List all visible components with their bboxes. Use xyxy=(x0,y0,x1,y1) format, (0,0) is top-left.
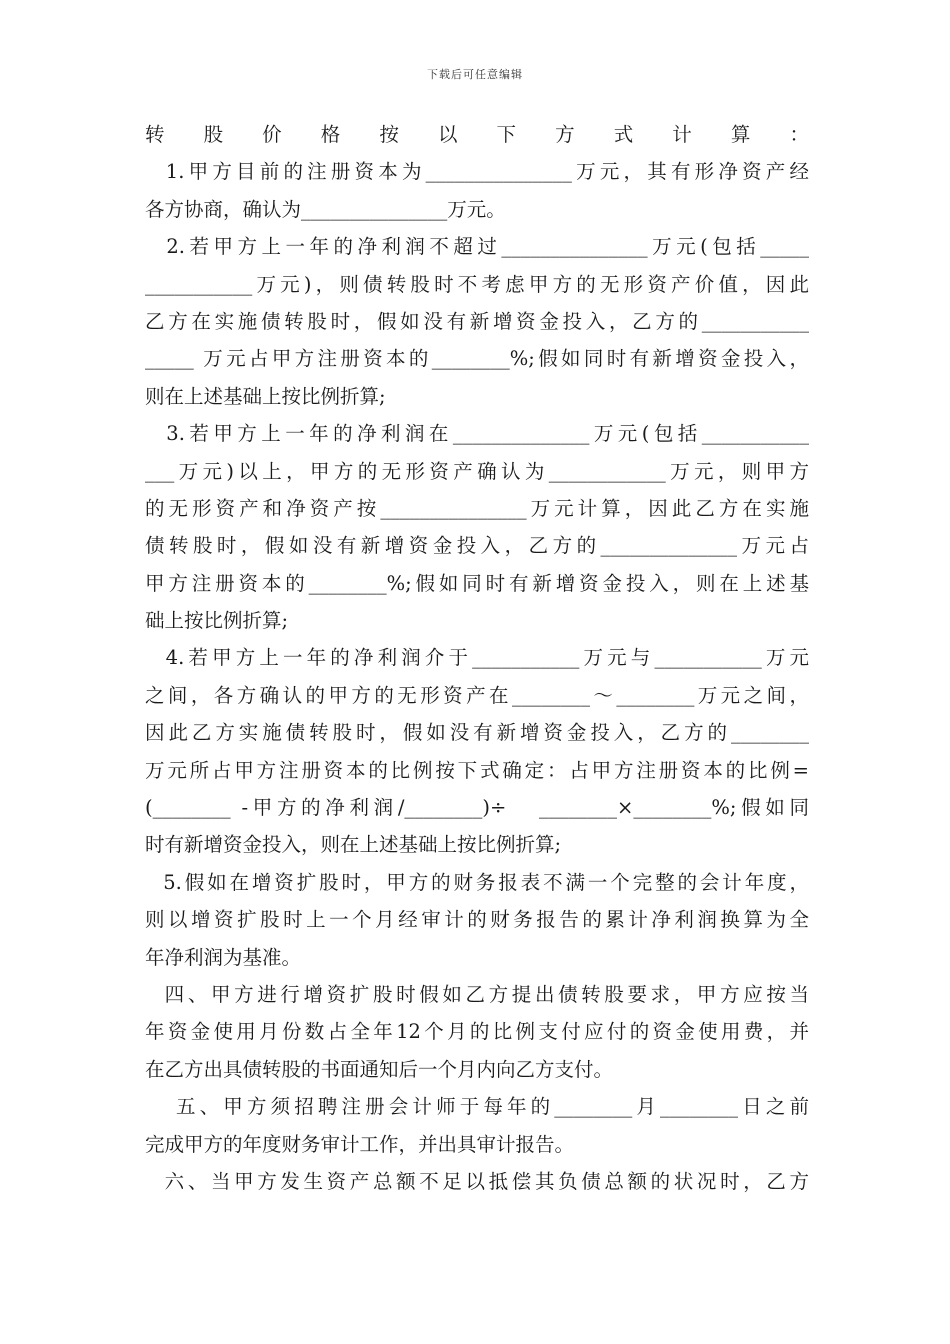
text-line: 年净利润为基准。 xyxy=(145,945,302,969)
text-line: 4.若甲方上一年的净利润介于___________万元与___________万元 xyxy=(145,646,809,670)
text-line: 1.甲方目前的注册资本为_______________万元，其有形净资产经 xyxy=(145,160,809,184)
text-line: 的无形资产和净资产按_______________万元计算，因此乙方在实施 xyxy=(145,496,809,520)
text-line: 转股价格按以下方式计算： xyxy=(145,123,809,146)
text-line: 甲方注册资本的________%;假如同时有新增资金投入，则在上述基 xyxy=(145,571,809,595)
text-line: (________ -甲方的净利润/________)÷ ________×________%;假如同 xyxy=(145,796,809,820)
text-line: 四、甲方进行增资扩股时假如乙方提出债转股要求，甲方应按当 xyxy=(145,982,809,1006)
text-line: 则以增资扩股时上一个月经审计的财务报告的累计净利润换算为全 xyxy=(145,908,809,932)
text-line: 完成甲方的年度财务审计工作，并出具审计报告。 xyxy=(145,1132,575,1156)
text-line: _____ 万元占甲方注册资本的________%;假如同时有新增资金投入， xyxy=(145,347,809,371)
page-header-note: 下载后可任意编辑 xyxy=(427,68,523,81)
text-line: 则在上述基础上按比例折算; xyxy=(145,384,386,408)
text-line: 因此乙方实施债转股时，假如没有新增资金投入，乙方的________ xyxy=(145,721,809,745)
text-line: 年资金使用月份数占全年12个月的比例支付应付的资金使用费，并 xyxy=(145,1020,809,1044)
text-line: 乙方在实施债转股时，假如没有新增资金投入，乙方的___________ xyxy=(145,309,809,333)
text-line: 债转股时，假如没有新增资金投入，乙方的______________万元占 xyxy=(145,534,809,558)
text-line: 时有新增资金投入，则在上述基础上按比例折算; xyxy=(145,833,562,857)
text-line: ___万元)以上，甲方的无形资产确认为____________万元，则甲方 xyxy=(145,459,809,483)
text-line: 各方协商，确认为_______________万元。 xyxy=(145,197,506,221)
text-line: 3.若甲方上一年的净利润在______________万元(包括___________ xyxy=(145,422,809,446)
text-line: 2.若甲方上一年的净利润不超过_______________万元(包括_____ xyxy=(145,235,809,259)
text-line: 之间，各方确认的甲方的无形资产在________～________万元之间， xyxy=(145,683,809,707)
text-line: ___________万元)，则债转股时不考虑甲方的无形资产价值，因此 xyxy=(145,272,809,296)
text-line: 础上按比例折算; xyxy=(145,609,289,633)
text-line: 五、甲方须招聘注册会计师于每年的________月________日之前 xyxy=(145,1095,809,1119)
text-line: 六、当甲方发生资产总额不足以抵偿其负债总额的状况时，乙方 xyxy=(145,1169,809,1193)
text-line: 万元所占甲方注册资本的比例按下式确定：占甲方注册资本的比例= xyxy=(145,758,809,782)
text-line: 5.假如在增资扩股时，甲方的财务报表不满一个完整的会计年度， xyxy=(145,870,809,894)
document-body xyxy=(145,116,809,1200)
text-line: 在乙方出具债转股的书面通知后一个月内向乙方支付。 xyxy=(145,1057,614,1081)
